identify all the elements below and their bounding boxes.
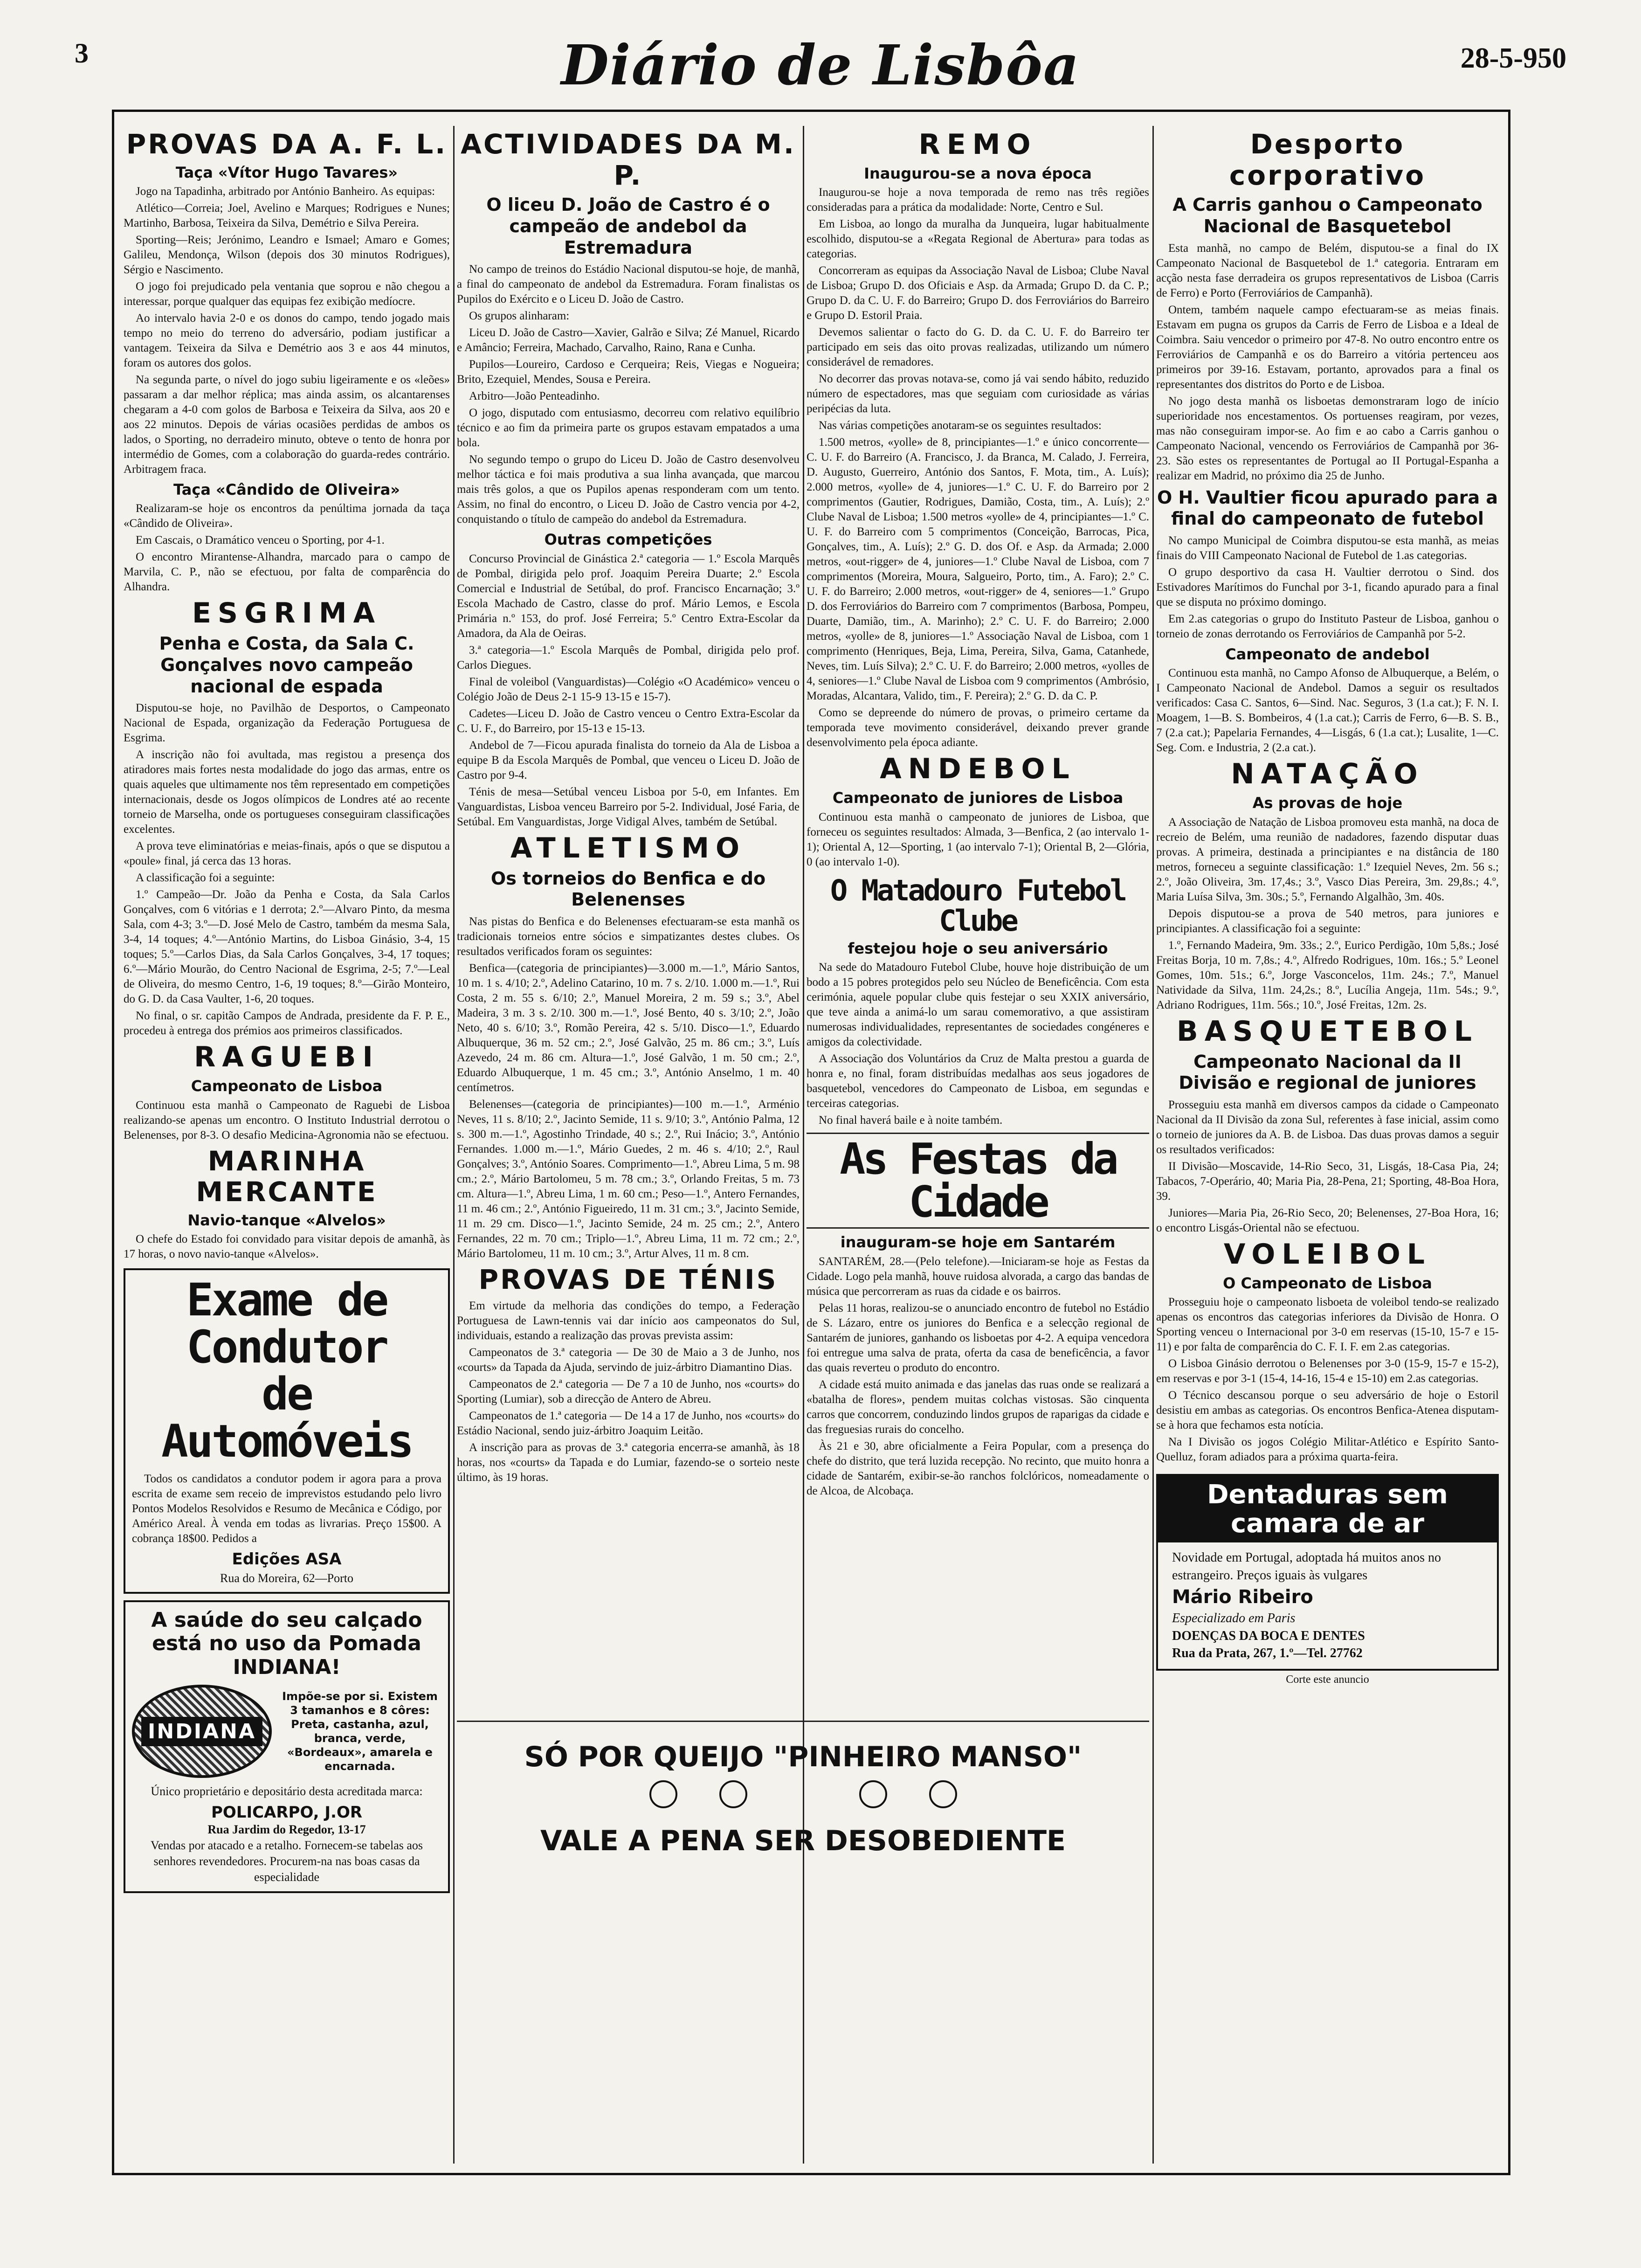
subhead-matadouro: festejou hoje o seu aniversário — [848, 939, 1108, 957]
article-text: A Associação de Natação de Lisboa promoveu esta manhã, na doca de recreio de Belém, uma reunião de nadadores, fazendo disputar duas provas. A primeira, destinada a principiantes e na distância de 180 metros, forneceu a seguinte classificação: 1.º Izequiel Neves, 2m. 56 s.; 2.º, João Oliveira, 3m. 17,4s.; 3.º, Vasco Dias Pereira, 3m. 29,8s.; 4.º, Maria Luísa Silva, 3m. 30s.; 5.º, Fernando Algalhão, 3m. 40s. — [1156, 816, 1499, 903]
ad-dentaduras-text: Novidade em Portugal, adoptada há muitos anos no estrangeiro. Preços iguais às vulgares — [1172, 1550, 1441, 1583]
ad-exame-title-1: Exame de Condutor — [186, 1274, 387, 1374]
article-text: O chefe do Estado foi convidado para visitar depois de amanhã, às 17 horas, o novo navio-tanque «Alvelos». — [124, 1233, 450, 1261]
ad-exame-address: Rua do Moreira, 62—Porto — [220, 1571, 353, 1585]
article-text: Continuou esta manhã o Campeonato de Raguebi de Lisboa realizando-se apenas um encontro. O Instituto Industrial derrotou o Belenenses, por 8-3. O desafio Medicina-Agronomia não se efectuou. — [124, 1099, 450, 1141]
article-text: Na sede do Matadouro Futebol Clube, houve hoje distribuição de um bodo a 15 pobres protegidos pelo seu Núcleo de Beneficência. Com esta cerimónia, aquele popular clube quis festejar o seu XXIX aniversário, que teve ainda a animá-lo um sarau comemorativo, a que assistiram numerosas individualidades, representantes de sociedades congéneres e amigos da colectividade. — [807, 961, 1149, 1049]
article-text: O Técnico descansou porque o seu adversário de hoje o Estoril desistiu em ambas as categorias. Os encontros Benfica-Atenea disputam-se à hora que fechamos esta notícia. — [1156, 1389, 1499, 1432]
article-text: Ao intervalo havia 2-0 e os donos do campo, tendo jogado mais tempo no meio do terreno do adversário, podiam justificar a vantagem. Teixeira da Silva e Demétrio aos 3 e aos 44 minutos, foram os autores dos golos. — [124, 312, 450, 370]
article-text: Benfica—(categoria de principiantes)—3.000 m.—1.º, Mário Santos, 10 m. 1 s. 4/10; 2.º, Adelino Catarino, 10 m. 7 s. 2/10. 1.000 m.—1.º, Rui Costa, 2 m. 55 s. 6/10; 2.º, Manuel Moreira, 2 m. 59 s.; 3.º, Abel Madeira, 3 m. 3 s. 2/10. 300 m.—1.º, José Bento, 40 s. 3/10; 2.º, João Neto, 40 s. 6/10; 3.º, Romão Pereira, 42 s. 5/10. Disco—1.º, Eduardo Albuquerque, 36 m. 52 cm.; 2.º, José Galvão, 25 m. 86 cm.; 3.º, Luís Azevedo, 24 m. 86 cm. Altura—1.º, José Galvão, 1 m. 50 cm.; 2.º, Eduardo Albuquerque, 1 m. 45 cm.; 3.º, António Anselmo, 1 m. 40 centímetros. — [457, 961, 800, 1094]
article-text: Em Lisboa, ao longo da muralha da Junqueira, lugar habitualmente escolhido, disputou-se a «Regata Regional de Abertura» para todas as categorias. — [807, 218, 1149, 261]
ad-indiana — [124, 1600, 450, 1894]
article-text: Sporting—Reis; Jerónimo, Leandro e Ismael; Amaro e Gomes; Galileu, Mendonça, Wilson (depois dos 30 minutos Rodrigues), Sérgio e Nascimento. — [124, 234, 450, 277]
article-text: Prosseguiu esta manhã em diversos campos da cidade o Campeonato Nacional da II Divisão da zona Sul, referentes à fase inicial, assim como o torneio de juniores da A. B. de Lisboa. Das duas provas damos a seguir os resultados verificados: — [1156, 1098, 1499, 1156]
article-text: Nas várias competições anotaram-se os seguintes resultados: — [819, 419, 1102, 432]
article-text: No final haverá baile e à noite também. — [819, 1114, 1003, 1127]
article-text: SANTARÉM, 28.—(Pelo telefone).—Iniciaram-se hoje as Festas da Cidade. Logo pela manhã, houve ruidosa alvorada, a cargo das bandas de música que percorreram as ruas da cidade e os bairros. — [807, 1255, 1149, 1298]
article-text: Devemos salientar o facto do G. D. da C. U. F. do Barreiro ter participado em seis das oito provas realizadas, utilizando um número considerável de remadores. — [807, 326, 1149, 369]
headline-taca-candido: Taça «Cândido de Oliveira» — [173, 481, 400, 499]
headline-festas: As Festas da Cidade — [807, 1133, 1149, 1229]
section-title-corporativo: Desporto corporativo — [1229, 128, 1426, 191]
ad-dentaduras-title: Dentaduras sem camara de ar — [1158, 1476, 1497, 1542]
section-title-basquetebol: BASQUETEBOL — [1177, 1015, 1478, 1048]
article-text: Concorreram as equipas da Associação Naval de Lisboa; Clube Naval de Lisboa; Grupo D. dos Oficiais e Asp. da Armada; Grupo D. da C. P.; Grupo D. da C. U. F. do Barreiro; Grupo D. dos Ferroviários do Barreiro e Grupo D. Estoril Praia. — [807, 264, 1149, 322]
article-text: Como se depreende do número de provas, o primeiro certame da temporada teve movimento considerável, deixando prever grande desenvolvimento pela época adiante. — [807, 706, 1149, 749]
section-title-marinha: MARINHA MERCANTE — [196, 1145, 378, 1208]
ad-dentaduras-body — [1158, 1542, 1497, 1669]
article-text: Andebol de 7—Ficou apurada finalista do torneio da Ala de Lisboa a equipe B da Escola Marquês de Pombal, que venceu o Liceu D. João de Castro por 9-4. — [457, 739, 800, 781]
ad-dentaduras-spec: Especializado em Paris — [1172, 1611, 1296, 1625]
article-text: Em 2.as categorias o grupo do Instituto Pasteur de Lisboa, ganhou o torneio de zonas derrotando os Ferroviários de Campanhã por 5-2. — [1156, 612, 1499, 640]
ad-indiana-owner: Único proprietário e depositário desta acreditada marca: — [151, 1784, 423, 1798]
content-frame — [112, 110, 1510, 2175]
headline-taca-vitor: Taça «Vítor Hugo Tavares» — [175, 163, 398, 181]
article-text: Campeonatos de 2.ª categoria — De 7 a 10 de Junho, nos «courts» do Sporting (Lumiar), sob a direcção de Antero de Abreu. — [457, 1378, 800, 1406]
section-title-andebol: ANDEBOL — [880, 753, 1076, 786]
section-title-provas: PROVAS DA A. F. L. — [126, 128, 448, 160]
article-text: No campo de treinos do Estádio Nacional disputou-se hoje, de manhã, a final do campeonato de andebol da Estremadura. Foram finalistas os Pupilos do Exército e o Liceu D. João de Castro. — [457, 263, 800, 306]
article-text: 1.º Campeão—Dr. João da Penha e Costa, da Sala Carlos Gonçalves, com 6 vitórias e 1 derrota; 2.º—Alvaro Pinto, da mesma Sala, com 4-3; 3.º—D. José Melo de Castro, também da mesma Sala, 3-4, 14 toques; 4.º—António Martins, do Lisboa Ginásio, 3-4, 15 toques; 5.º—Carlos Dias, da Sala Carlos Gonçalves, 3-4, 17 toques; 6.º—Mário Mourão, do Centro Nacional de Esgrima, 2-5; 7.º—Leal de Oliveira, do mesmo Centro, 1-6, 19 toques; 8.º—Girão Monteiro, do G. D. da Casa Vaulter, 1-6, 20 toques. — [124, 888, 450, 1006]
article-text: Campeonatos de 1.ª categoria — De 14 a 17 de Junho, nos «courts» do Estádio Nacional, sendo juiz-árbitro Joaquim Leitão. — [457, 1410, 800, 1438]
article-text: O Lisboa Ginásio derrotou o Belenenses por 3-0 (15-9, 15-7 e 15-2), em reservas e por 3-1 (15-4, 14-16, 15-4 e 15-10) em 2.as categorias. — [1156, 1357, 1499, 1385]
article-text: No final, o sr. capitão Campos de Andrada, presidente da F. P. E., procedeu à entrega dos prémios aos primeiros classificados. — [124, 1010, 450, 1037]
article-text: Pelas 11 horas, realizou-se o anunciado encontro de futebol no Estádio de S. Lázaro, entre os juniores do Benfica e a selecção regional de Santarém de juniores, ganhando os lisboetas por 4-2. A equipa vencedora foi entregue uma salva de prata, oferta da casa de beneficência, a favor das quais reverteu o produto do encontro. — [807, 1301, 1149, 1374]
section-title-remo: REMO — [918, 128, 1037, 161]
article-text: Disputou-se hoje, no Pavilhão de Desportos, o Campeonato Nacional de Espada, organização da Federação Portuguesa de Esgrima. — [124, 702, 450, 745]
column-rule — [1152, 126, 1154, 2164]
column-1 — [124, 126, 450, 2164]
article-text: No jogo desta manhã os lisboetas demonstraram logo de início superioridade nos encestamentos. Os portuenses reagiram, por vezes, mas não conseguiram impor-se. Ao fim e ao cabo a Carris ganhou o Campeonato Nacional, vencendo os Ferroviários de Campanhã por 36-23. São estes os representantes de Portugal ao II Portugal-Espanha a realizar em Madrid, no próximo dia 25 de Junho. — [1156, 394, 1499, 482]
headline-outras: Outras competições — [544, 531, 712, 549]
headline-raguebi: Campeonato de Lisboa — [191, 1077, 383, 1095]
ad-exame-publisher: Edições ASA — [232, 1549, 342, 1569]
headline-matadouro: O Matadouro Futebol Clube — [830, 873, 1126, 938]
section-title-esgrima: ESGRIMA — [192, 597, 382, 630]
column-4 — [1156, 126, 1499, 2164]
article-text: A prova teve eliminatórias e meias-finais, após o que se disputou a «poule» final, já cerca das 13 horas. — [124, 840, 450, 868]
article-text: Cadetes—Liceu D. João de Castro venceu o Centro Extra-Escolar da C. U. F., do Barreiro, por 15-13 e 15-13. — [457, 707, 800, 735]
article-text: Belenenses—(categoria de principiantes)—100 m.—1.º, Arménio Neves, 11 s. 8/10; 2.º, Jacinto Semide, 11 s. 9/10; 3.º, António Palma, 12 s. 300 m.—1.º, Agostinho Trindade, 40 s.; 2.º, Rui Inácio; 3.º, António Fernandes. 1.000 m.—1.º, Mário Guedes, 2 m. 46 s. 4/10; 2.º, Raul Gonçalves; 3.º, António Soares. Comprimento—1.º, Abreu Lima, 5 m. 98 cm.; 2.º, Mário Bartolomeu, 5 m. 78 cm.; 3.º, Orlando Freitas, 5 m. 73 cm. Altura—1.º, Abreu Lima, 1 m. 60 cm.; Peso—1.º, Antero Fernandes, 11 m. 46 cm.; 2.º, António Figueiredo, 11 m. 31 cm.; 3.º, Jacinto Semide, 11 m. 29 cm. Disco—1.º, Jacinto Semide, 24 m. 25 cm.; 2.º, Antero Fernandes, 22 m. 70 cm.; Triplo—1.º, Abreu Lima, 11 m. 72 cm.; 2.º, Mário Bartolomeu, 11 m. 10 cm.; 3.º, Artur Alves, 11 m. 8 cm. — [457, 1098, 800, 1260]
article-text: Esta manhã, no campo de Belém, disputou-se a final do IX Campeonato Nacional de Basquetebol de 1.ª categoria. Entraram em acção nesta fase derradeira os grupos representativos de Lisboa (Carris de Ferro) e Porto (Ferroviários de Campanhã). — [1156, 242, 1499, 299]
article-text: Juniores—Maria Pia, 26-Rio Seco, 20; Belenenses, 27-Boa Hora, 16; o encontro Lisgás-Oriental não se efectuou. — [1156, 1206, 1499, 1234]
article-text: 1.500 metros, «yolle» de 8, principiantes—1.º e único concorrente—C. U. F. do Barreiro (A. Francisco, J. da Branca, M. Calado, J. Ferreira, D. Augusto, Guerreiro, António dos Santos, F. Mota, tim., A. Luís); 2.000 metros, «yolle» de 4, juniores—1.º C. U. F. do Barreiro por 2 comprimentos (Gautier, Rodrigues, Damião, Costa, tim., A. Luís); 2.º Clube Naval de Lisboa; 1.500 metros «yolle» de 4, principiantes—1.º C. U. F. do Barreiro com 5 comprimentos (Conceição, Barrocas, Pica, Gonçalves, tim., A. Luís); 2.º G. D. dos Of. e Asp. da Armada; 2.000 metros, «out-rigger» de 4, juniores—1.º Clube Naval de Lisboa, com 7 comprimentos (Moreira, Moura, Salgueiro, Porto, tim., A. Faro); 2.º C. U. F. do Barreiro; 2.000 metros, «out-rigger» de 4, seniores—1.º Grupo D. dos Ferroviários do Barreiro com 7 comprimentos (Barbosa, Pompeu, Duarte, Damião, tim., A. Marinho); 2.º C. U. F. do Barreiro; 2.000 metros, «yolle» de 8, juniores—1.º Associação Naval de Lisboa, com 1 comprimento (Henriques, Beja, Lima, Pereira, Silva, Gama, Catanhede, Neves, tim. Luís Silva); 2.º C. U. F. do Barreiro; 2.000 metros, «yolles de 4, seniores—1.º Clube Naval de Lisboa com 9 comprimentos (Ambrósio, Moradas, Alcantara, Valido, tim., F. Pereira); 2.º G. D. da C. P. — [807, 436, 1149, 703]
article-text: No decorrer das provas notava-se, como já vai sendo hábito, reduzido número de espectadores, mas que seguiam com curiosidade as várias peripécias da luta. — [807, 373, 1149, 415]
article-text: 1.º, Fernando Madeira, 9m. 33s.; 2.º, Eurico Perdigão, 10m 5,8s.; José Freitas Borja, 10 m. 7,8s.; 4.º, Alfredo Rodrigues, 10m. 16s.; 5.º Leonel Gomes, 10m. 51s.; 6.º, Jorge Vasconcelos, 11m. 24s.; 7.º, Manuel Natividade da Silva, 11m. 24,2s.; 8.º, Lucília Angeja, 11m. 54s.; 9.º, Adriano Rodrigues, 11m. 56s.; 10.º, José Freitas, 12m. 2s. — [1156, 939, 1499, 1011]
article-text: Realizaram-se hoje os encontros da penúltima jornada da taça «Cândido de Oliveira». — [124, 502, 450, 530]
section-title-atletismo: ATLETISMO — [510, 831, 746, 864]
ad-indiana-content — [132, 1685, 441, 1778]
ad-pinheiro-line-1: SÓ POR QUEIJO "PINHEIRO MANSO" — [524, 1741, 1082, 1773]
article-text: A inscrição para as provas de 3.ª categoria encerra-se amanhã, às 18 horas, nos «courts» da Tapada e do Lumiar, fazendo-se o sorteio neste último, às 19 horas. — [457, 1441, 800, 1484]
article-text: Os grupos alinharam: — [469, 310, 570, 323]
headline-mp: O liceu D. João de Castro é o campeão de andebol da Estremadura — [486, 194, 770, 258]
article-text: Depois disputou-se a prova de 540 metros, para juniores e principiantes. A classificação foi a seguinte: — [1156, 907, 1499, 935]
ad-exame-condutor — [124, 1268, 450, 1593]
article-text: Em Cascais, o Dramático venceu o Sporting, por 4-1. — [136, 534, 385, 547]
ad-indiana-name: POLICARPO, J.OR — [211, 1803, 363, 1822]
article-text: 3.ª categoria—1.º Escola Marquês de Pombal, dirigida pelo prof. Carlos Diegues. — [457, 643, 800, 671]
column-rule — [453, 126, 455, 2164]
headline-marinha: Navio-tanque «Alvelos» — [187, 1211, 386, 1230]
article-text: A Associação dos Voluntários da Cruz de Malta prestou a guarda de honra e, no final, foram distribuídas medalhas aos seus jogadores de basquetebol, vencedores do Campeonato de Lisboa, em segundas e terceiras categorias. — [807, 1052, 1149, 1110]
article-text: A cidade está muito animada e das janelas das ruas onde se realizará a «batalha de flores», pendem muitas colchas vistosas. São cinquenta carros que concorrem, conduzindo lindos grupos de raparigas da cidade e das freguesias rurais do concelho. — [807, 1378, 1149, 1436]
ad-exame-title-2: de Automóveis — [161, 1368, 412, 1467]
newspaper-title: Diário de Lisbôa — [561, 33, 1080, 97]
article-text: Na I Divisão os jogos Colégio Militar-Atlético e Espírito Santo-Quelluz, foram adiados para a próxima quarta-feira. — [1156, 1436, 1499, 1464]
ad-pinheiro-line-2: VALE A PENA SER DESOBEDIENTE — [540, 1825, 1066, 1857]
article-text: Campeonatos de 3.ª categoria — De 30 de Maio a 3 de Junho, nos «courts» da Tapada da Ajuda, servindo de juiz-árbitro Diamantino Dias. — [457, 1346, 800, 1374]
ad-indiana-address: Rua Jardim do Regedor, 13-17 — [207, 1823, 366, 1837]
ad-corte-note: Corte este anuncio — [1286, 1673, 1369, 1686]
article-text: II Divisão—Moscavide, 14-Rio Seco, 31, Lisgás, 18-Casa Pia, 24; Tabacos, 7-Operário, 40; Maria Pia, 28-Pena, 21; Sporting, 48-Boa Hora, 39. — [1156, 1160, 1499, 1203]
article-text: O encontro Mirantense-Alhandra, marcado para o campo de Marvila, C. P., não se efectuou, por falta de comparência do Alhandra. — [124, 551, 450, 594]
article-text: Continuou esta manhã, no Campo Afonso de Albuquerque, a Belém, o I Campeonato Nacional de Andebol. Damos a seguir os resultados verificados: Casa C. Santos, 6—Sind. Nac. Seguros, 3 (1.a cat.); F. N. I. Moagem, 1—B. S. Bombeiros, 4 (1.a cat.); Carris de Ferro, 6—B. S. B., 7 (2.a cat.); Papelaria Fernandes, 4—Lisgás, 6 (1.a cat.); Lusalite, 1—C. Seg. Com. e Industria, 2 (2.a cat.). — [1156, 667, 1499, 754]
ad-figures-illustration-icon — [593, 1778, 1013, 1811]
article-text: Final de voleibol (Vanguardistas)—Colégio «O Académico» venceu o Colégio João de Deus 2-1 15-9 13-15 e 15-7). — [457, 675, 800, 703]
headline-esgrima: Penha e Costa, da Sala C. Gonçalves novo campeão nacional de espada — [159, 633, 414, 697]
article-text: O grupo desportivo da casa H. Vaultier derrotou o Sind. dos Estivadores Marítimos do Funchal por 3-1, ficando apurado para a final que se disputa no próximo domingo. — [1156, 566, 1499, 608]
article-text: Nas pistas do Benfica e do Belenenses efectuaram-se esta manhã os tradicionais torneios entre sócios e simpatizantes destes clubes. Os resultados verificados foram os seguintes: — [457, 915, 800, 958]
headline-vaultier: O H. Vaultier ficou apurado para a final do campeonato de futebol — [1157, 487, 1498, 529]
article-text: Pupilos—Loureiro, Cardoso e Cerqueira; Reis, Viegas e Nogueira; Brito, Ezequiel, Mendes, Sousa e Pereira. — [457, 358, 800, 386]
article-text: Concurso Provincial de Ginástica 2.ª categoria — 1.º Escola Marquês de Pombal, dirigida pelo prof. Joaquim Pereira Duarte; 2.º Escola Comercial e Industrial de Setúbal, do prof. Francisco Encarnação; 3.º Escola Machado de Castro, classe do prof. Mário Lemos, e Escola Primária n.º 153, do prof. José Ferreira; 5.º Centro Extra-Escolar da Amadora, da Ala de Oeiras. — [457, 552, 800, 640]
ad-pinheiro-manso — [457, 1721, 1149, 1874]
article-text: A classificação foi a seguinte: — [136, 871, 275, 885]
ad-indiana-title: A saúde do seu calçado está no uso da Pomada INDIANA! — [151, 1608, 422, 1679]
article-text: O jogo, disputado com entusiasmo, decorreu com relativo equilíbrio técnico e ao fim da primeira parte os grupos estavam empatados a uma bola. — [457, 407, 800, 449]
ad-indiana-right: Impõe-se por si. Existem 3 tamanhos e 8 côres: Preta, castanha, azul, branca, verde, «Bordeaux», amarela e encarnada. — [282, 1690, 438, 1773]
section-title-raguebi: RAGUEBI — [194, 1041, 379, 1074]
headline-carris: A Carris ganhou o Campeonato Nacional de Basquetebol — [1172, 194, 1482, 236]
article-text: Na segunda parte, o nível do jogo subiu ligeiramente e os «leões» passaram a dar melhor réplica; mas ainda assim, os alcantarenses chegaram a 4-0 com golos de Barbosa e Teixeira da Silva, aos 20 e aos 22 minutos. Depois de várias ocasiões perdidas de ambos os lados, o Sporting, no derradeiro minuto, obteve o tento de honra por intermédio de Gomes, com a colaboração do guarda-redes contrário. Arbitragem fraca. — [124, 373, 450, 476]
ad-dentaduras — [1156, 1474, 1499, 1671]
article-text: Em virtude da melhoria das condições do tempo, a Federação Portuguesa de Lawn-tennis vai dar início aos campeonatos do Sul, individuais, estando a realização das provas prevista assim: — [457, 1300, 800, 1342]
article-text: Arbitro—João Penteadinho. — [469, 390, 600, 403]
section-title-voleibol: VOLEIBOL — [1224, 1238, 1431, 1271]
article-text: Prosseguiu hoje o campeonato lisboeta de voleibol tendo-se realizado apenas os encontros das categorias inferiores da Divisão de Honra. O Sporting venceu o Internacional por 3-0 em reservas (15-10, 15-7 e 15-11) e por falta de comparência do C. F. I. F. em 2.as categorias. — [1156, 1296, 1499, 1354]
article-text: No segundo tempo o grupo do Liceu D. João de Castro desenvolveu melhor táctica e foi mais produtiva a sua linha avançada, que marcou mais três golos, a que os Pupilos apenas responderam com um tento. Assim, no final do encontro, o Liceu D. João de Castro vencia por 4-2, conquistando o título de campeão do andebol da Estremadura. — [457, 453, 800, 526]
ad-indiana-foot: Vendas por atacado e a retalho. Fornecem-se tabelas aos senhores revendedores. Procurem-na nas boas casas da especialidade — [150, 1838, 423, 1884]
article-text: Às 21 e 30, abre oficialmente a Feira Popular, com a presença do chefe do distrito, que terá luzida recepção. No recinto, que muito honra a cidade de Santarém, exibir-se-ão ranchos folclóricos, nomeadamente o de Alcoa, de Alcobaça. — [807, 1439, 1149, 1497]
article-text: Continuou esta manhã o campeonato de juniores de Lisboa, que forneceu os seguintes resultados: Almada, 3—Benfica, 2 (ao intervalo 1-1); Oriental A, 12—Sporting, 1 (ao intervalo 7-1); Oriental B, 2—Glória, 0 (ao intervalo 1-0). — [807, 810, 1149, 868]
section-title-mp: ACTIVIDADES DA M. P. — [461, 128, 796, 191]
article-text: No campo Municipal de Coimbra disputou-se esta manhã, as meias finais do VIII Campeonato Nacional de Futebol de 1.as categorias. — [1156, 534, 1499, 562]
headline-andebol-juniores: Campeonato de juniores de Lisboa — [832, 789, 1124, 807]
article-text: Ténis de mesa—Setúbal venceu Lisboa por 5-0, em Infantes. Em Vanguardistas, Lisboa venceu Barreiro por 5-2. Individual, José Faria, de Setúbal. Em Vanguardistas, Jorge Vidigal Alves, também de Setúbal. — [457, 785, 800, 828]
article-text: Ontem, também naquele campo efectuaram-se as meias finais. Estavam em pugna os grupos da Carris de Ferro de Lisboa e a Ideal de Coimbra. Saiu vencedor o primeiro por 47-8. No outro encontro entre os Ferroviários de Campanhã e os do Barreiro a vitória pertenceu aos primeiros por 39-16. Estavam, portanto, aprovados para a final os representantes dos distritos do Porto e de Lisboa. — [1156, 303, 1499, 391]
ad-dentaduras-address: Rua da Prata, 267, 1.º—Tel. 27762 — [1172, 1646, 1363, 1661]
headline-basquetebol: Campeonato Nacional da II Divisão e regional de juniores — [1179, 1051, 1476, 1093]
headline-atletismo: Os torneios do Benfica e do Belenenses — [490, 868, 766, 910]
subhead-festas: inauguram-se hoje em Santarém — [840, 1233, 1116, 1252]
ad-exame-body: Todos os candidatos a condutor podem ir agora para a prova escrita de exame sem receio de imprevistos estudando pelo livro Pontos Modelos Resolvidos e Resumo de Mecânica e Código, por Américo Areal. À venda em todas as livrarias. Preço 15$00. A cobrança 18$00. Pedidos a — [132, 1472, 441, 1545]
article-text: A inscrição não foi avultada, mas registou a presença dos atiradores mais fortes nesta modalidade do jogo das armas, entre os quais aqueles que ultimamente nos têm representado em competições internacionais, desde os Jogos olímpicos de Londres até ao recente torneio de Marselha, onde os portugueses conseguiram classificações excelentes. — [124, 748, 450, 836]
issue-date: 28-5-950 — [1460, 42, 1566, 74]
page-number: 3 — [75, 38, 89, 69]
polish-tin-icon — [132, 1685, 272, 1778]
headline-andebol-corp: Campeonato de andebol — [1225, 645, 1430, 663]
article-text: Inaugurou-se hoje a nova temporada de remo nas três regiões consideradas para a prática da modalidade: Norte, Centro e Sul. — [807, 186, 1149, 214]
ad-dentaduras-service: DOENÇAS DA BOCA E DENTES — [1172, 1628, 1365, 1643]
section-title-tenis: PROVAS DE TÉNIS — [478, 1263, 778, 1295]
article-text: Atlético—Correia; Joel, Avelino e Marques; Rodrigues e Nunes; Martinho, Barbosa, Teixeira da Silva, Demétrio e Silva Pereira. — [124, 202, 450, 230]
article-text: O jogo foi prejudicado pela ventania que soprou e não chegou a interessar, porque qualquer das equipas fez exibição medíocre. — [124, 280, 450, 308]
headline-voleibol: O Campeonato de Lisboa — [1223, 1274, 1432, 1292]
ad-indiana-brand: INDIANA — [141, 1717, 262, 1746]
headline-natacao: As provas de hoje — [1252, 794, 1403, 812]
headline-remo: Inaugurou-se a nova época — [864, 165, 1092, 182]
masthead — [75, 14, 1566, 103]
ad-dentaduras-name: Mário Ribeiro — [1172, 1586, 1313, 1608]
section-title-natacao: NATAÇÃO — [1231, 758, 1424, 791]
article-text: Jogo na Tapadinha, arbitrado por António Banheiro. As equipas: — [136, 185, 435, 198]
article-text: Liceu D. João de Castro—Xavier, Galrão e Silva; Zé Manuel, Ricardo e Amâncio; Ferreira, Machado, Carvalho, Raino, Rana e Cunha. — [457, 326, 800, 354]
